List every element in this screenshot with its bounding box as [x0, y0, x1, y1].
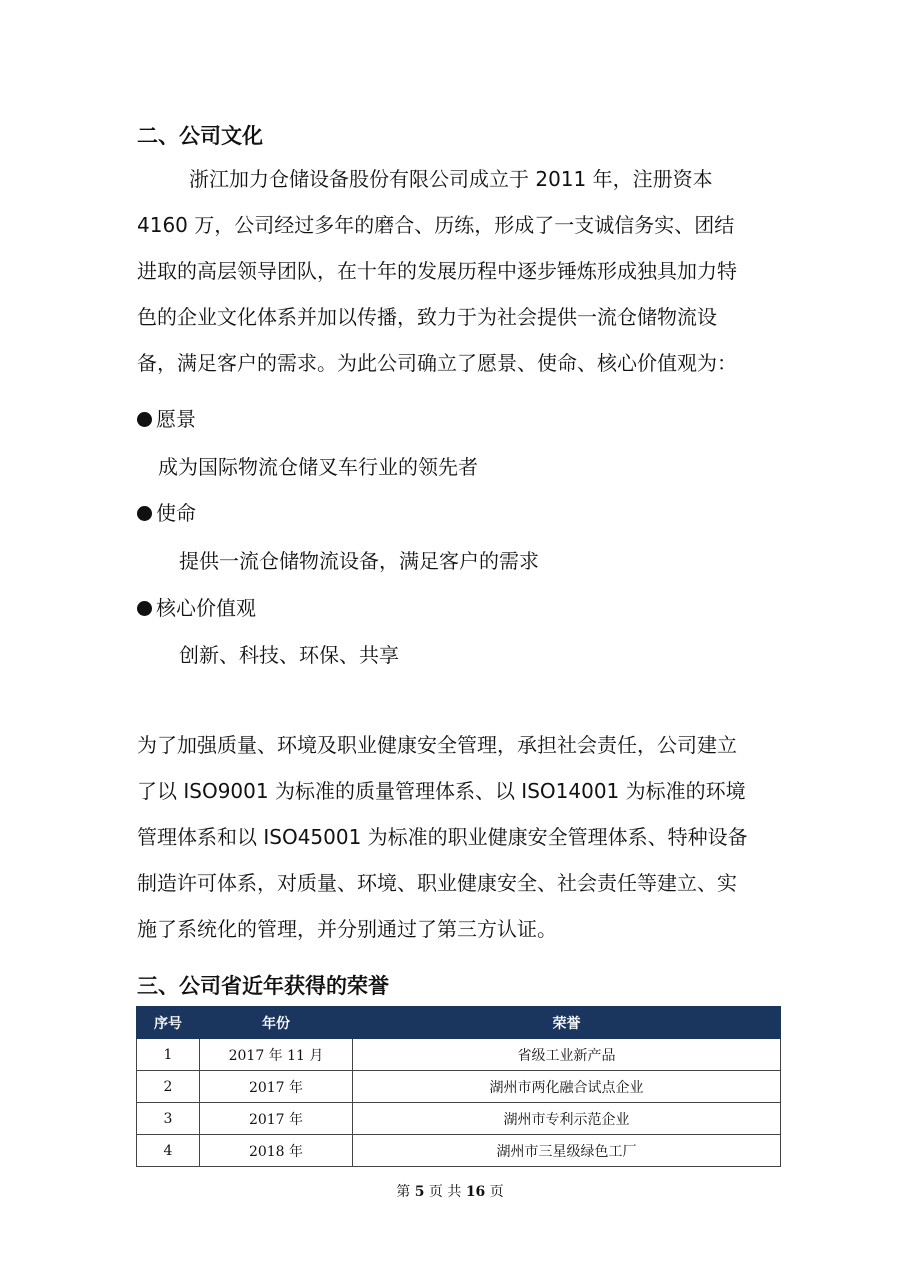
section-2-heading: 二、公司文化 [137, 124, 263, 148]
values-text: 创新、科技、环保、共享 [179, 643, 399, 667]
cell-honor: 省级工业新产品 [353, 1039, 781, 1071]
intro-line: 进取的高层领导团队，在十年的发展历程中逐步锤炼形成独具加力特 [137, 259, 737, 283]
table-header-row [137, 1007, 781, 1039]
cell-index: 2 [137, 1071, 200, 1103]
current-page-number: 5 [414, 1184, 425, 1200]
cell-index: 1 [137, 1039, 200, 1071]
intro-line: 色的企业文化体系并加以传播，致力于为社会提供一流仓储物流设 [137, 305, 717, 329]
vision-text: 成为国际物流仓储叉车行业的领先者 [158, 455, 478, 479]
management-paragraph [137, 722, 777, 952]
cell-year: 2017 年 11 月 [200, 1039, 353, 1071]
bullet-dot-icon [137, 412, 152, 427]
honors-table [136, 1006, 781, 1167]
intro-line: 备，满足客户的需求。为此公司确立了愿景、使命、核心价值观为： [137, 351, 737, 375]
mgmt-line: 了以 ISO9001 为标准的质量管理体系、以 ISO14001 为标准的环境 [137, 779, 746, 803]
cell-year: 2017 年 [200, 1103, 353, 1135]
intro-line: 4160 万，公司经过多年的磨合、历练，形成了一支诚信务实、团结 [137, 213, 735, 237]
page-footer: 第 5 页 共 16 页 [396, 1184, 504, 1200]
table-row [137, 1039, 781, 1071]
table-row [137, 1135, 781, 1167]
intro-line: 浙江加力仓储设备股份有限公司成立于 2011 年，注册资本 [189, 167, 713, 191]
total-page-number: 16 [465, 1184, 486, 1200]
mgmt-line: 管理体系和以 ISO45001 为标准的职业健康安全管理体系、特种设备 [137, 825, 748, 849]
header-cell-index: 序号 [137, 1007, 200, 1039]
cell-honor: 湖州市两化融合试点企业 [353, 1071, 781, 1103]
mgmt-line: 施了系统化的管理，并分别通过了第三方认证。 [137, 917, 557, 941]
mgmt-line: 制造许可体系，对质量、环境、职业健康安全、社会责任等建立、实 [137, 871, 737, 895]
cell-honor: 湖州市专利示范企业 [353, 1103, 781, 1135]
mission-text: 提供一流仓储物流设备，满足客户的需求 [179, 549, 539, 573]
header-cell-year: 年份 [200, 1007, 353, 1039]
cell-honor: 湖州市三星级绿色工厂 [353, 1135, 781, 1167]
values-bullet: 核心价值观 [137, 592, 256, 621]
cell-year: 2017 年 [200, 1071, 353, 1103]
table-row [137, 1103, 781, 1135]
bullet-dot-icon [137, 506, 152, 521]
header-cell-honor: 荣誉 [353, 1007, 781, 1039]
section-3-heading: 三、公司省近年获得的荣誉 [137, 974, 389, 998]
cell-year: 2018 年 [200, 1135, 353, 1167]
mission-bullet: 使命 [137, 497, 196, 526]
bullet-dot-icon [137, 601, 152, 616]
table-row [137, 1071, 781, 1103]
vision-bullet: 愿景 [137, 403, 196, 432]
cell-index: 4 [137, 1135, 200, 1167]
mgmt-line: 为了加强质量、环境及职业健康安全管理，承担社会责任，公司建立 [137, 733, 737, 757]
intro-paragraph [137, 156, 777, 386]
cell-index: 3 [137, 1103, 200, 1135]
